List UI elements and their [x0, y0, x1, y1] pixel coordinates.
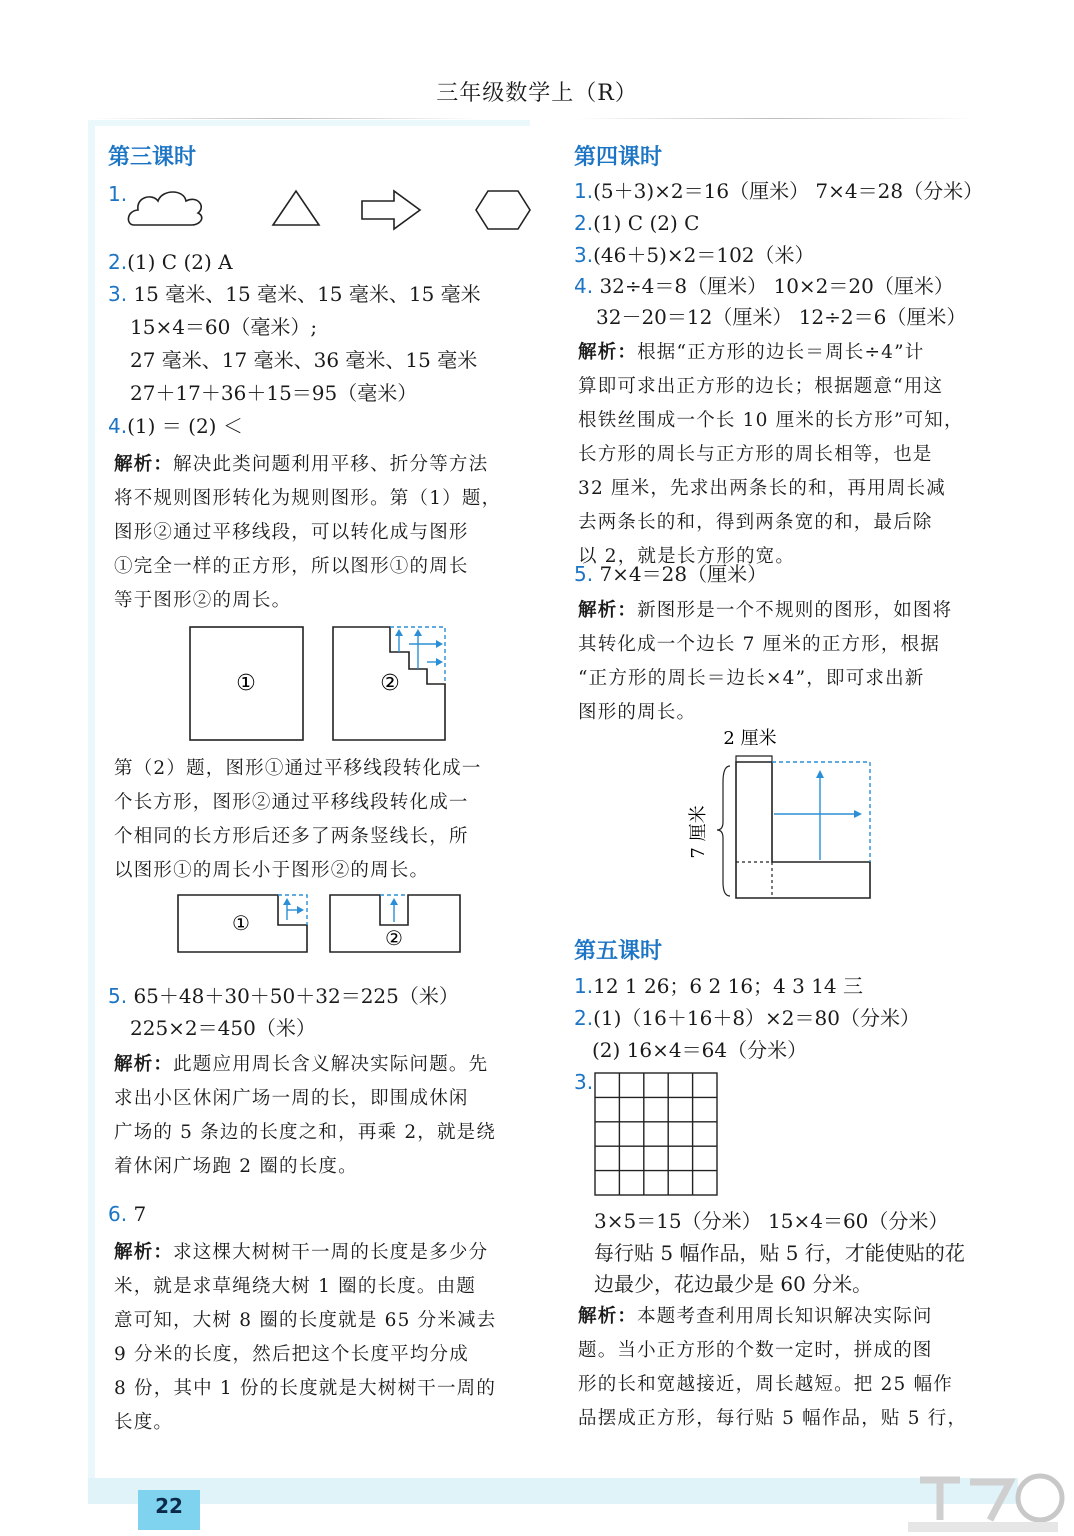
label-7cm: 7 厘米 [688, 805, 709, 859]
analysis-label: 解析： [114, 454, 174, 475]
analysis-s5 [578, 1300, 967, 1436]
figure-squares [185, 624, 465, 744]
section-title-5: 第五课时 [574, 939, 663, 964]
ana5-line: 广场的 5 条边的长度之和，再乘 2，就是绕 [114, 1122, 497, 1143]
q4-row [108, 412, 243, 440]
q4-number: 4. [108, 414, 128, 438]
q6-answer: 7 [133, 1202, 147, 1226]
analysis-q6 [114, 1236, 496, 1440]
s4-q5-number: 5. [574, 562, 594, 586]
analysis-label: 解析： [114, 1054, 174, 1075]
stair-shape-label: ② [380, 671, 400, 696]
ana4a-line: 将不规则图形转化为规则图形。第（1）题， [114, 488, 502, 509]
s5-q3-row [574, 1068, 593, 1096]
ana-s4q5-line: 图形的周长。 [578, 702, 697, 723]
ana4b-line: 个相同的长方形后还多了两条竖线长，所 [114, 826, 469, 847]
ana4a-line: 等于图形②的周长。 [114, 590, 292, 611]
s4-q1-number: 1. [574, 179, 594, 203]
q2-answer: (1) C (2) A [127, 250, 233, 274]
ana4b-line: 以图形①的周长小于图形②的周长。 [114, 860, 430, 881]
ana-s5-line: 题。当小正方形的个数一定时，拼成的图 [578, 1340, 933, 1361]
ana6-line: 求这棵大树树干一周的长度是多少分 [173, 1242, 489, 1263]
rect-one-label: ① [232, 911, 250, 935]
ana5-line: 求出小区休闲广场一周的长，即围成休闲 [114, 1088, 469, 1109]
arrow-shape [362, 191, 420, 229]
hexagon-shape [476, 191, 530, 229]
ana-s4q5-line: 其转化成一个边长 7 厘米的正方形，根据 [578, 634, 941, 655]
q3-number: 3. [108, 282, 128, 306]
square-one-label: ① [236, 671, 256, 696]
ana-s4q5-line: “正方形的周长＝边长×4”，即可求出新 [578, 668, 925, 689]
q3-line-4: 27＋17＋36＋15＝95（毫米） [130, 381, 418, 405]
s4-q4-line-1 [574, 272, 954, 300]
s5-q1-row [574, 972, 863, 1000]
ana-s4-line: 算即可求出正方形的边长；根据题意“用这 [578, 376, 944, 397]
ana5-line: 着休闲广场跑 2 圈的长度。 [114, 1156, 358, 1177]
analysis-label: 解析： [114, 1242, 174, 1263]
s4-q2-answer: (1) C (2) C [593, 211, 700, 235]
s5-q2-line-1 [574, 1004, 920, 1032]
ana-s4-line: 长方形的周长与正方形的周长相等，也是 [578, 444, 933, 465]
ana6-line: 米，就是求草绳绕大树 1 圈的长度。由题 [114, 1276, 477, 1297]
s5-q2-line-2: (2) 16×4＝64（分米） [592, 1038, 808, 1062]
analysis-q5 [114, 1048, 496, 1184]
figure-l-shape [690, 722, 880, 904]
ana4a-line: ①完全一样的正方形，所以图形①的周长 [114, 556, 469, 577]
ana-s4-line: 以 2，就是长方形的宽。 [578, 546, 796, 567]
watermark-logo [900, 1470, 1070, 1536]
grid-5x5 [594, 1072, 720, 1198]
analysis-label: 解析： [578, 1306, 638, 1327]
header-rule-right [575, 118, 975, 119]
s5-q3-number: 3. [574, 1070, 594, 1094]
q6-number: 6. [108, 1202, 128, 1226]
s4-q5-answer: 7×4＝28（厘米） [599, 562, 768, 586]
q2-number: 2. [108, 250, 128, 274]
figure-rectangles [175, 890, 465, 956]
q4-answer: (1) ＝ (2) ＜ [127, 414, 243, 438]
s5-q3-line-2: 每行贴 5 幅作品，贴 5 行，才能使贴的花 [594, 1241, 965, 1265]
s5-q1-answer: 12 1 26；6 2 16；4 3 14 三 [593, 974, 864, 998]
ana6-line: 意可知，大树 8 圈的长度就是 65 分米减去 [114, 1310, 497, 1331]
cloud-shape [128, 192, 201, 225]
s4-q5-row [574, 560, 767, 588]
analysis-q4-part1 [114, 448, 501, 618]
header-rule-left [90, 118, 480, 119]
ana4b-line: 个长方形，图形②通过平移线段转化成一 [114, 792, 469, 813]
s4-q4-text-1: 32÷4＝8（厘米） 10×2＝20（厘米） [599, 274, 954, 298]
ana-s4-line: 根据“正方形的边长＝周长÷4”计 [637, 342, 925, 363]
section-title-4: 第四课时 [574, 145, 663, 170]
bottom-band [88, 1478, 1018, 1504]
s5-q3-line-3: 边最少，花边最少是 60 分米。 [594, 1272, 873, 1296]
ana-s5-line: 形的长和宽越接近，周长越短。把 25 幅作 [578, 1374, 954, 1395]
rect-two-label: ② [385, 926, 403, 950]
page-header: 三年级数学上（R） [436, 81, 638, 106]
q2-row [108, 248, 233, 276]
q3-line-2: 15×4＝60（毫米）; [130, 315, 318, 339]
q1-row [108, 180, 127, 208]
ana-s5-line: 品摆成正方形，每行贴 5 幅作品，贴 5 行， [578, 1408, 968, 1429]
q5-text-1: 65＋48＋30＋50＋32＝225（米） [133, 984, 459, 1008]
s4-q1-answer: (5＋3)×2＝16（厘米） 7×4＝28（分米） [593, 179, 984, 203]
analysis-s4-q4 [578, 336, 964, 574]
s5-q3-line-1: 3×5＝15（分米） 15×4＝60（分米） [594, 1209, 949, 1233]
ana-s4q5-line: 新图形是一个不规则的图形，如图将 [637, 600, 953, 621]
ana-s4-line: 去两条长的和，得到两条宽的和，最后除 [578, 512, 933, 533]
s4-q3-row [574, 241, 815, 269]
ana6-line: 8 份，其中 1 份的长度就是大树树干一周的 [114, 1378, 497, 1399]
s4-q2-row [574, 209, 699, 237]
s5-q2-number: 2. [574, 1006, 594, 1030]
q1-number: 1. [108, 182, 128, 206]
analysis-q4-part2 [114, 752, 482, 888]
q5-line-2: 225×2＝450（米） [130, 1016, 316, 1040]
ana6-line: 9 分米的长度，然后把这个长度平均分成 [114, 1344, 469, 1365]
q3-line-3: 27 毫米、17 毫米、36 毫米、15 毫米 [130, 348, 478, 372]
q5-number: 5. [108, 984, 128, 1008]
analysis-label: 解析： [578, 342, 638, 363]
q3-line-1 [108, 280, 481, 308]
s5-q2-text-1: (1)（16＋16＋8）×2＝80（分米） [593, 1006, 920, 1030]
s4-q4-line-2: 32－20＝12（厘米） 12÷2＝6（厘米） [596, 305, 967, 329]
q6-row [108, 1200, 146, 1228]
shapes-figure [128, 185, 538, 235]
ana4a-line: 解决此类问题利用平移、折分等方法 [173, 454, 489, 475]
q5-line-1 [108, 982, 459, 1010]
ana-s5-line: 本题考查利用周长知识解决实际问 [637, 1306, 933, 1327]
label-2cm: 2 厘米 [723, 728, 777, 749]
triangle-shape [273, 191, 319, 225]
q3-text-1: 15 毫米、15 毫米、15 毫米、15 毫米 [133, 282, 481, 306]
s4-q4-number: 4. [574, 274, 594, 298]
analysis-s4-q5 [578, 594, 952, 730]
s4-q3-number: 3. [574, 243, 594, 267]
s5-q1-number: 1. [574, 974, 594, 998]
ana-s4-line: 32 厘米，先求出两条长的和，再用周长减 [578, 478, 946, 499]
ana-s4-line: 根铁丝围成一个长 10 厘米的长方形”可知， [578, 410, 964, 431]
s4-q3-answer: (46＋5)×2＝102（米） [593, 243, 815, 267]
analysis-label: 解析： [578, 600, 638, 621]
ana4a-line: 图形②通过平移线段，可以转化成与图形 [114, 522, 469, 543]
ana4b-line: 第（2）题，图形①通过平移线段转化成一 [114, 758, 482, 779]
s4-q1-row [574, 177, 983, 205]
ana5-line: 此题应用周长含义解决实际问题。先 [173, 1054, 489, 1075]
s4-q2-number: 2. [574, 211, 594, 235]
ana6-line: 长度。 [114, 1412, 174, 1433]
page-number: 22 [155, 1494, 183, 1518]
section-title-3: 第三课时 [108, 145, 197, 170]
